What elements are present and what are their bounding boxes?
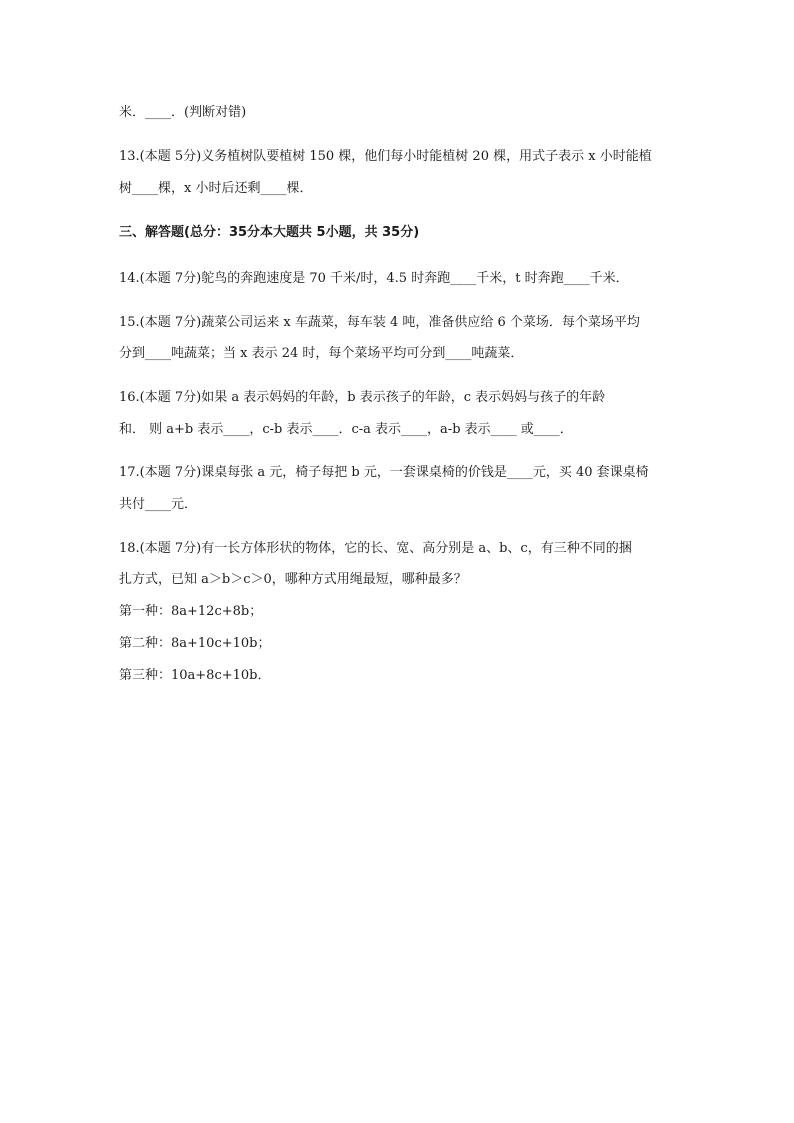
question-18-line-2: 扎方式，已知 a＞b＞c＞0，哪种方式用绳最短，哪种最多？ <box>119 572 467 587</box>
question-15-line-1: 15.(本题 7分)蔬菜公司运来 x 车蔬菜，每车装 4 吨，准备供应给 6 个菜场．每个菜场平均 <box>119 315 640 330</box>
option-first-method: 第一种：8a+12c+8b； <box>119 604 263 619</box>
question-13-line-1: 13.(本题 5分)义务植树队要植树 150 棵，他们每小时能植树 20 棵，用式子表示 x 小时能植 <box>119 149 652 164</box>
question-15-line-2: 分到____吨蔬菜；当 x 表示 24 时，每个菜场平均可分到____吨蔬菜． <box>119 346 524 361</box>
question-16-line-2: 和． 则 a+b 表示____，c-b 表示____．c-a 表示____，a-b 表示____ 或____． <box>119 422 573 437</box>
question-17-line-1: 17.(本题 7分)课桌每张 a 元，椅子每把 b 元，一套课桌椅的价钱是____元，买 40 套课桌椅 <box>119 465 649 480</box>
question-17-line-2: 共付____元． <box>119 497 198 512</box>
section-heading-answer-questions: 三、解答题(总分：35分本大题共 5小题，共 35分) <box>119 225 420 240</box>
option-third-method: 第三种：10a+8c+10b． <box>119 668 271 683</box>
question-16-line-1: 16.(本题 7分)如果 a 表示妈妈的年龄，b 表示孩子的年龄，c 表示妈妈与孩子的年龄 <box>119 390 606 405</box>
question-12-continuation: 米．____．(判断对错) <box>119 105 247 120</box>
question-18-line-1: 18.(本题 7分)有一长方体形状的物体，它的长、宽、高分别是 a、b、c，有三种不同的捆 <box>119 541 632 556</box>
question-13-line-2: 树____棵，x 小时后还剩____棵． <box>119 181 313 196</box>
question-14: 14.(本题 7分)鸵鸟的奔跑速度是 70 千米/时，4.5 时奔跑____千米，t 时奔跑____千米． <box>119 271 629 286</box>
option-second-method: 第二种：8a+10c+10b； <box>119 636 271 651</box>
